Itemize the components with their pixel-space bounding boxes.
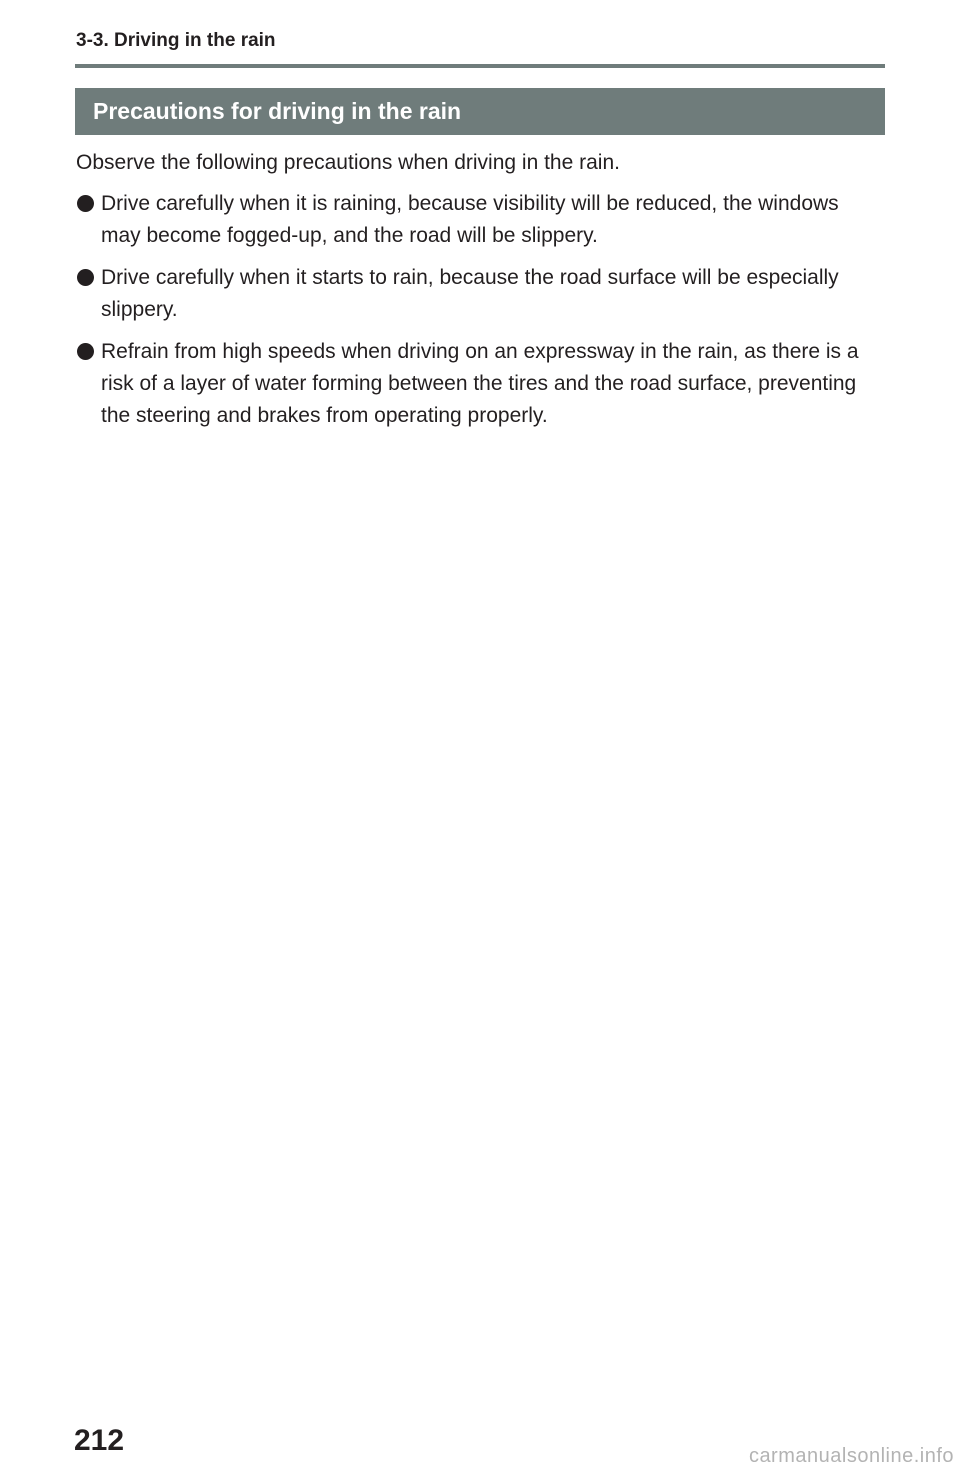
list-item — [76, 262, 876, 326]
section-banner — [75, 88, 885, 135]
header-divider — [75, 64, 885, 68]
running-header: 3-3. Driving in the rain — [76, 30, 276, 51]
list-item — [76, 188, 876, 252]
list-item-text: Refrain from high speeds when driving on an expressway in the rain, as there is a risk of a layer of water forming between the tires and the road surface, preventing the steering and brakes from operating properly. — [101, 340, 859, 427]
list-item-text: Drive carefully when it starts to rain, because the road surface will be especially slippery. — [101, 266, 839, 321]
bullet-icon — [77, 269, 94, 286]
intro-paragraph: Observe the following precautions when driving in the rain. — [76, 151, 620, 174]
list-item — [76, 336, 876, 432]
section-title: Precautions for driving in the rain — [93, 98, 462, 124]
precautions-list — [76, 188, 876, 442]
bullet-icon — [77, 343, 94, 360]
page-number: 212 — [74, 1424, 125, 1457]
list-item-text: Drive carefully when it is raining, because visibility will be reduced, the windows may become fogged-up, and the road will be slippery. — [101, 192, 839, 247]
watermark: carmanualsonline.info — [748, 1445, 954, 1467]
bullet-icon — [77, 195, 94, 212]
